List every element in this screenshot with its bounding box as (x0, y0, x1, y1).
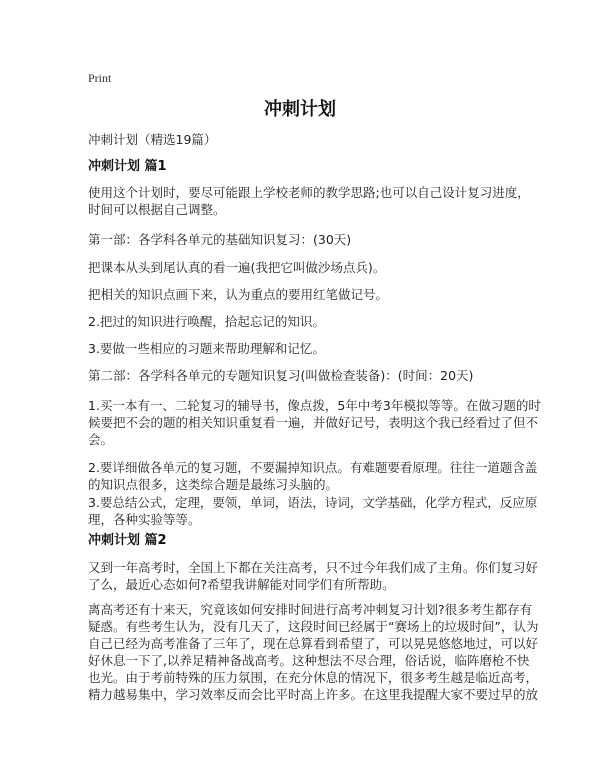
paragraph-line: 第一部：各学科各单元的基础知识复习：(30天) (88, 232, 352, 247)
print-link[interactable]: Print (88, 71, 112, 85)
paragraph-line: 第二部：各学科各单元的专题知识复习(叫做检查装备)：(时间：20天) (88, 368, 474, 383)
paragraph-line: 2.要详细做各单元的复习题，不要漏掉知识点。有难题要看原理。往往一道题含盖 (88, 460, 538, 475)
paragraph (88, 313, 528, 330)
paragraph-line: 2.把过的知识进行唤醒，拾起忘记的知识。 (88, 314, 325, 329)
document-subtitle: 冲刺计划（精选19篇） (88, 132, 217, 147)
paragraph-line: 候要把不会的题的相关知识重复看一遍，并做好记号，表明这个我已经看过了但不 (88, 415, 539, 430)
paragraph-line: 3.要总结公式，定理，要领，单词，语法，诗词，文学基础，化学方程式，反应原 (88, 495, 538, 510)
paragraph (88, 494, 538, 528)
paragraph (88, 286, 528, 303)
paragraph-line: 自己已经为高考准备了三年了，现在总算看到希望了，可以晃晃悠悠地过，可以好 (88, 636, 539, 651)
paragraph (88, 601, 539, 703)
paragraph (88, 259, 528, 276)
paragraph-line: 疑惑。有些考生认为，没有几天了，这段时间已经属于“赛场上的垃圾时间”，认为 (88, 619, 539, 634)
paragraph-line: 离高考还有十来天，究竟该如何安排时间进行高考冲刺复习计划?很多考生都存有 (88, 602, 533, 617)
paragraph-line: 会。 (88, 432, 114, 447)
document-title: 冲刺计划 (264, 99, 336, 120)
paragraph (88, 184, 528, 218)
section-heading: 冲刺计划 篇1 (88, 159, 167, 174)
paragraph-line: 精力越易集中，学习效率反而会比平时高上许多。在这里我提醒大家不要过早的放 (88, 687, 539, 702)
paragraph-line: 也光。由于考前特殊的压力氛围，在充分休息的情况下，很多考生越是临近高考， (88, 670, 539, 685)
paragraph-line: 使用这个计划时，要尽可能跟上学校老师的教学思路;也可以自己设计复习进度， (88, 185, 530, 200)
paragraph-line: 好休息一下了,以养足精神备战高考。这种想法不尽合理，俗话说，临阵磨枪不快 (88, 653, 530, 668)
paragraph (88, 459, 538, 493)
paragraph (88, 231, 528, 248)
paragraph-line: 又到一年高考时，全国上下都在关注高考，只不过今年我们成了主角。你们复习好 (88, 560, 539, 575)
paragraph-line: 3.要做一些相应的习题来帮助理解和记忆。 (88, 341, 325, 356)
paragraph (88, 397, 541, 448)
paragraph-line: 1.买一本有一、二轮复习的辅导书，像点拨，5年中考3年模拟等等。在做习题的时 (88, 398, 541, 413)
paragraph-line: 把课本从头到尾认真的看一遍(我把它叫做沙场点兵)。 (88, 260, 386, 275)
paragraph (88, 559, 539, 593)
paragraph-line: 的知识点很多，这类综合题是最练习头脑的。 (88, 477, 339, 492)
paragraph (88, 367, 528, 384)
paragraph-line: 了么，最近心态如何?希望我讲解能对同学们有所帮助。 (88, 577, 395, 592)
paragraph (88, 340, 528, 357)
section-heading: 冲刺计划 篇2 (88, 533, 167, 548)
paragraph-line: 时间可以根据自己调整。 (88, 202, 226, 217)
paragraph-line: 理，各种实验等等。 (88, 512, 201, 527)
paragraph-line: 把相关的知识点画下来，认为重点的要用红笔做记号。 (88, 287, 389, 302)
